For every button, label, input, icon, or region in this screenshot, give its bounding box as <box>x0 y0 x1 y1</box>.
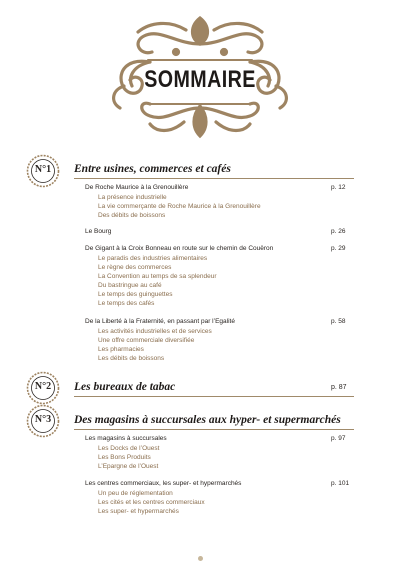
toc-entry-page[interactable]: p. 58 <box>331 318 346 325</box>
section-badge-label: N°2 <box>34 381 52 392</box>
toc-subentry: L’Epargne de l’Ouest <box>98 463 159 470</box>
toc-subentry: Les débits de boissons <box>98 355 165 362</box>
toc-entry[interactable]: Les centres commerciaux, les super- et hypermarchés <box>85 480 242 487</box>
toc-subentry: Le paradis des industries alimentaires <box>98 255 208 262</box>
toc-subentry: Une offre commerciale diversifiée <box>98 337 195 344</box>
toc-subentry: Le temps des guinguettes <box>98 291 173 298</box>
section-title[interactable]: Entre usines, commerces et cafés <box>74 163 231 175</box>
toc-subentry: Un peu de réglementation <box>98 490 173 497</box>
toc-subentry: La Convention au temps de sa splendeur <box>98 273 217 280</box>
toc-subentry: La présence industrielle <box>98 194 167 201</box>
section-badge-label: N°1 <box>34 164 52 175</box>
toc-subentry: Le règne des commerces <box>98 264 172 271</box>
section-divider <box>74 396 354 397</box>
toc-subentry: Les super- et hypermarchés <box>98 508 179 515</box>
toc-entry-page[interactable]: p. 97 <box>331 435 346 442</box>
toc-subentry: Des débits de boissons <box>98 212 166 219</box>
section-divider <box>74 178 354 179</box>
section-badge <box>26 154 60 188</box>
toc-entry[interactable]: Les magasins à succursales <box>85 435 167 442</box>
section-divider <box>74 429 354 430</box>
section-badge <box>26 404 60 438</box>
section-page[interactable]: p. 87 <box>331 384 347 391</box>
page-title: SOMMAIRE <box>144 66 256 93</box>
toc-subentry: Les cités et les centres commerciaux <box>98 499 205 506</box>
section-title[interactable]: Des magasins à succursales aux hyper- et supermarchés <box>74 414 341 426</box>
toc-entry[interactable]: De Gigant à la Croix Bonneau en route sur le chemin de Couëron <box>85 245 274 252</box>
toc-entry-page[interactable]: p. 12 <box>331 184 346 191</box>
toc-subentry: Les Bons Produits <box>98 454 151 461</box>
toc-subentry: Les activités industrielles et de services <box>98 328 212 335</box>
toc-entry[interactable]: De Roche Maurice à la Grenouillère <box>85 184 189 191</box>
toc-subentry: Du bastringue au café <box>98 282 162 289</box>
toc-subentry: Le temps des cafés <box>98 300 155 307</box>
section-title[interactable]: Les bureaux de tabac <box>74 381 176 393</box>
toc-subentry: Les pharmacies <box>98 346 144 353</box>
section-badge <box>26 371 60 405</box>
header-ornament <box>0 0 400 160</box>
toc-subentry: La vie commerçante de Roche Maurice à la Grenouillère <box>98 203 261 210</box>
toc-entry[interactable]: Le Bourg <box>85 228 112 235</box>
page-marker-dot <box>198 556 203 561</box>
toc-entry-page[interactable]: p. 101 <box>331 480 350 487</box>
toc-entry[interactable]: De la Liberté à la Fraternité, en passant par l’Egalité <box>85 318 235 325</box>
toc-entry-page[interactable]: p. 26 <box>331 228 346 235</box>
toc-subentry: Les Docks de l’Ouest <box>98 445 160 452</box>
section-badge-label: N°3 <box>34 414 52 425</box>
toc-entry-page[interactable]: p. 29 <box>331 245 346 252</box>
